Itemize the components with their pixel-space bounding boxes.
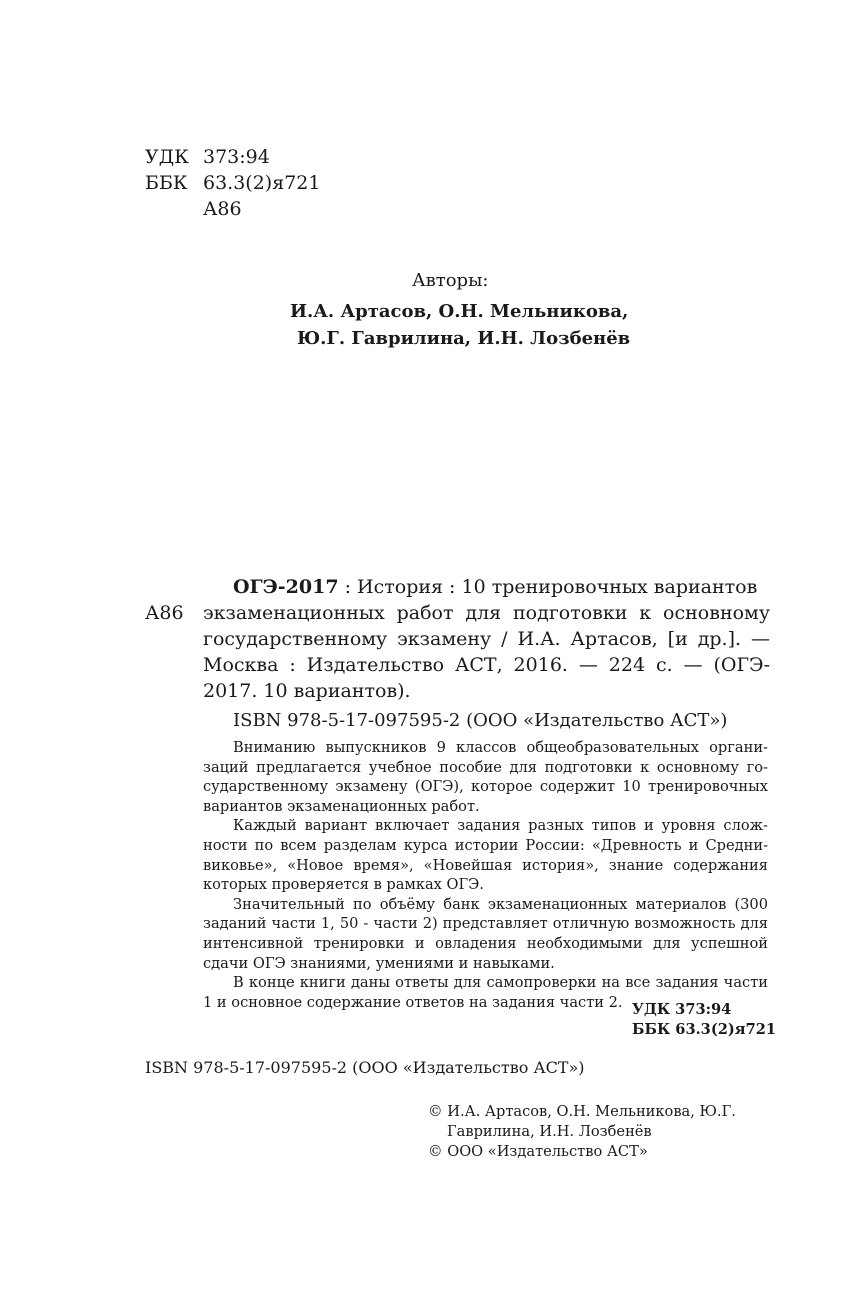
bib-line: [233, 574, 770, 600]
bbk-value: 63.3(2)я721: [203, 172, 321, 194]
annotation-line: В конце книги даны ответы для самопроверки на все задания части: [233, 974, 768, 992]
annotation-line: вариантов экзаменационных работ.: [203, 797, 480, 815]
author-mark-margin: А86: [145, 602, 184, 624]
bbk-bottom: ББК 63.3(2)я721: [632, 1021, 777, 1038]
annotation-line: интенсивной тренировки и овладения необходимыми для успешной: [203, 935, 768, 952]
udk-label: УДК: [145, 146, 189, 168]
copyright-publisher: © ООО «Издательство АСТ»: [428, 1143, 648, 1160]
annotation-line: Каждый вариант включает задания разных типов и уровня слож-: [233, 817, 768, 835]
copyright-authors-cont: Гаврилина, И.Н. Лозбенёв: [447, 1123, 652, 1140]
book-subtitle: : История : 10 тренировочных вариантов: [338, 576, 758, 598]
classification-top: [145, 144, 345, 224]
bib-line: экзаменационных работ для подготовки к основному: [203, 602, 770, 624]
copyright-authors: © И.А. Артасов, О.Н. Мельникова, Ю.Г.: [428, 1103, 736, 1120]
annotation-line: Вниманию выпускников 9 классов общеобразовательных органи-: [233, 739, 768, 756]
author-mark: А86: [203, 198, 242, 220]
bib-line: Москва : Издательство АСТ, 2016. — 224 с. — (ОГЭ-: [203, 654, 770, 676]
book-title: ОГЭ-2017: [233, 576, 339, 598]
bib-line: 2017. 10 вариантов).: [203, 680, 411, 702]
annotation-line: Значительный по объёму банк экзаменационных материалов (300: [233, 895, 768, 913]
annotation-line: заций предлагается учебное пособие для подготовки к основному го-: [203, 758, 768, 776]
isbn-entry: ISBN 978-5-17-097595-2 (ООО «Издательство АСТ»): [233, 710, 728, 731]
authors-label: Авторы:: [412, 270, 489, 291]
classification-bottom: [632, 1000, 776, 1040]
annotation-line: ности по всем разделам курса истории России: «Древность и Средни-: [203, 837, 768, 854]
udk-value: 373:94: [203, 146, 270, 168]
annotation-line: сдачи ОГЭ знаниями, умениями и навыками.: [203, 954, 555, 972]
annotation-line: сударственному экзамену (ОГЭ), которое содержит 10 тренировочных: [203, 778, 768, 796]
bibliographic-entry: [0, 574, 845, 714]
authors-line: И.А. Артасов, О.Н. Мельникова,: [290, 301, 629, 322]
isbn-bottom: ISBN 978-5-17-097595-2 (ООО «Издательство АСТ»): [145, 1058, 585, 1077]
authors-line: Ю.Г. Гаврилина, И.Н. Лозбенёв: [297, 328, 631, 349]
bbk-label: ББК: [145, 172, 188, 194]
copyright-block: [428, 1102, 736, 1162]
annotation-line: виковье», «Новое время», «Новейшая история», знание содержания: [203, 856, 768, 874]
annotation-line: 1 и основное содержание ответов на задания части 2.: [203, 993, 623, 1011]
annotation-line: которых проверяется в рамках ОГЭ.: [203, 876, 484, 894]
udk-bottom: УДК 373:94: [632, 1001, 732, 1018]
annotation-line: заданий части 1, 50 - части 2) представляет отличную возможность для: [203, 915, 768, 933]
bib-line: государственному экзамену / И.А. Артасов, [и др.]. —: [203, 628, 770, 650]
